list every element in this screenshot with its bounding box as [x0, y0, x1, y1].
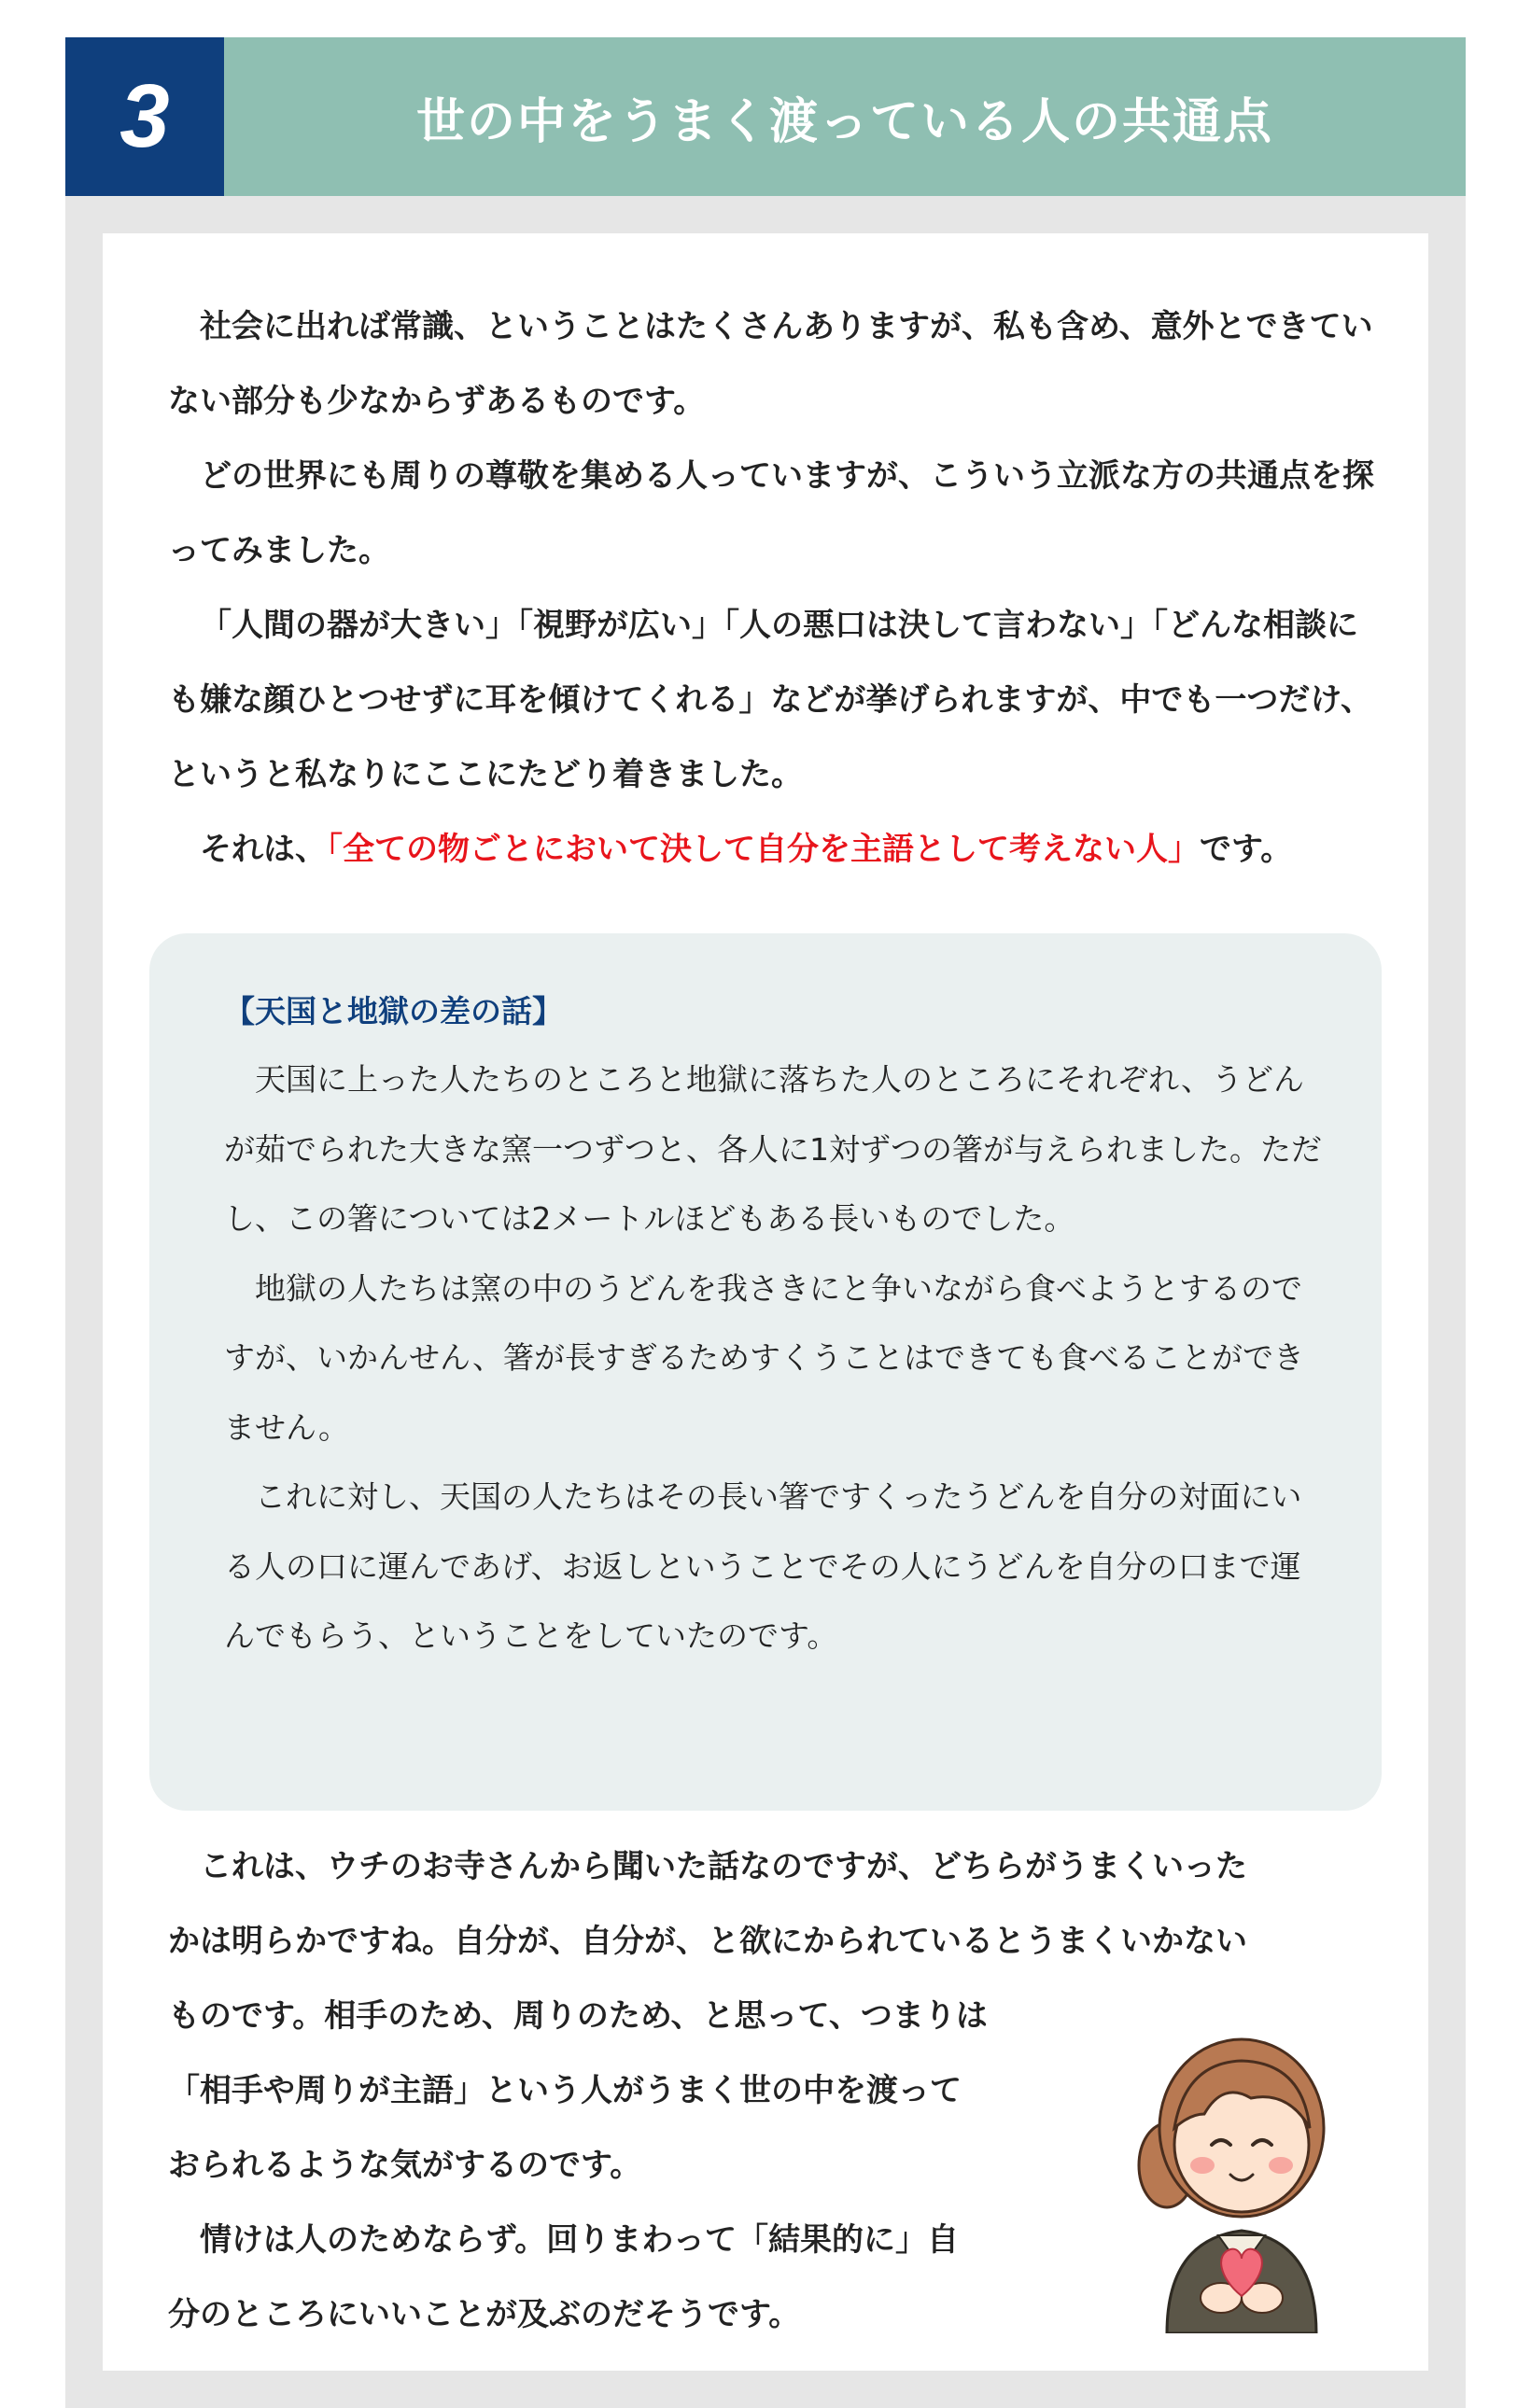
closing-line: おられるような気がするのです。 [168, 2147, 642, 2184]
story-body [224, 1045, 1326, 1672]
content-frame [65, 196, 1466, 2408]
story-paragraph: これに対し、天国の人たちはその長い箸ですくったうどんを自分の対面にいる人の口に運んであげ、お返しということでその人にうどんを自分の口まで運んでもらう、ということをしていたのです。 [224, 1478, 1302, 1654]
closing-line: かは明らかですね。自分が、自分が、と欲にかられているとうまくいかない [168, 1923, 1247, 1960]
closing-line: 分のところにいいことが及ぶのだそうです。 [168, 2296, 801, 2333]
story-box [149, 933, 1382, 1811]
conclusion-suffix: です。 [1200, 831, 1293, 868]
conclusion-highlight: 「全ての物ごとにおいて決して自分を主語として考えない人」 [327, 831, 1200, 868]
woman-holding-heart-illustration [1130, 2025, 1354, 2333]
closing-line: これは、ウチのお寺さんから聞いた話なのですが、どちらがうまくいった [200, 1848, 1247, 1885]
conclusion-prefix: それは、 [200, 831, 327, 868]
closing-line: 「相手や周りが主語」という人がうまく世の中を渡って [168, 2072, 962, 2109]
content-card [103, 233, 1428, 2371]
section-number: 3 [65, 37, 224, 196]
intro-paragraph: 「人間の器が大きい」「視野が広い」「人の悪口は決して言わない」「どんな相談にも嫌な顔ひとつせずに耳を傾けてくれる」などが挙げられますが、中でも一つだけ、というと私なりにここにたどり着きました。 [168, 607, 1372, 793]
section-header [65, 37, 1466, 196]
intro-conclusion [168, 812, 1382, 887]
story-title: 【天国と地獄の差の話】 [224, 993, 563, 1029]
closing-line: ものです。相手のため、周りのため、と思って、つまりは [168, 1997, 988, 2035]
story-paragraph: 天国に上った人たちのところと地獄に落ちた人のところにそれぞれ、うどんが茹でられた大きな窯一つずつと、各人に1対ずつの箸が与えられました。ただし、この箸については2メートルほどもある長いものでした。 [224, 1061, 1322, 1237]
section-title: 世の中をうまく渡っている人の共通点 [415, 93, 1273, 150]
intro-paragraph: 社会に出れば常識、ということはたくさんありますが、私も含め、意外とできていない部分も少なからずあるものです。 [168, 308, 1373, 420]
intro-text [168, 289, 1382, 887]
closing-line: 情けは人のためならず。回りまわって「結果的に」自 [200, 2221, 959, 2259]
intro-paragraph: どの世界にも周りの尊敬を集める人っていますが、こういう立派な方の共通点を探ってみました。 [168, 457, 1374, 569]
story-paragraph: 地獄の人たちは窯の中のうどんを我さきにと争いながら食べようとするのですが、いかんせん、箸が長すぎるためすくうことはできても食べることができません。 [224, 1269, 1304, 1446]
